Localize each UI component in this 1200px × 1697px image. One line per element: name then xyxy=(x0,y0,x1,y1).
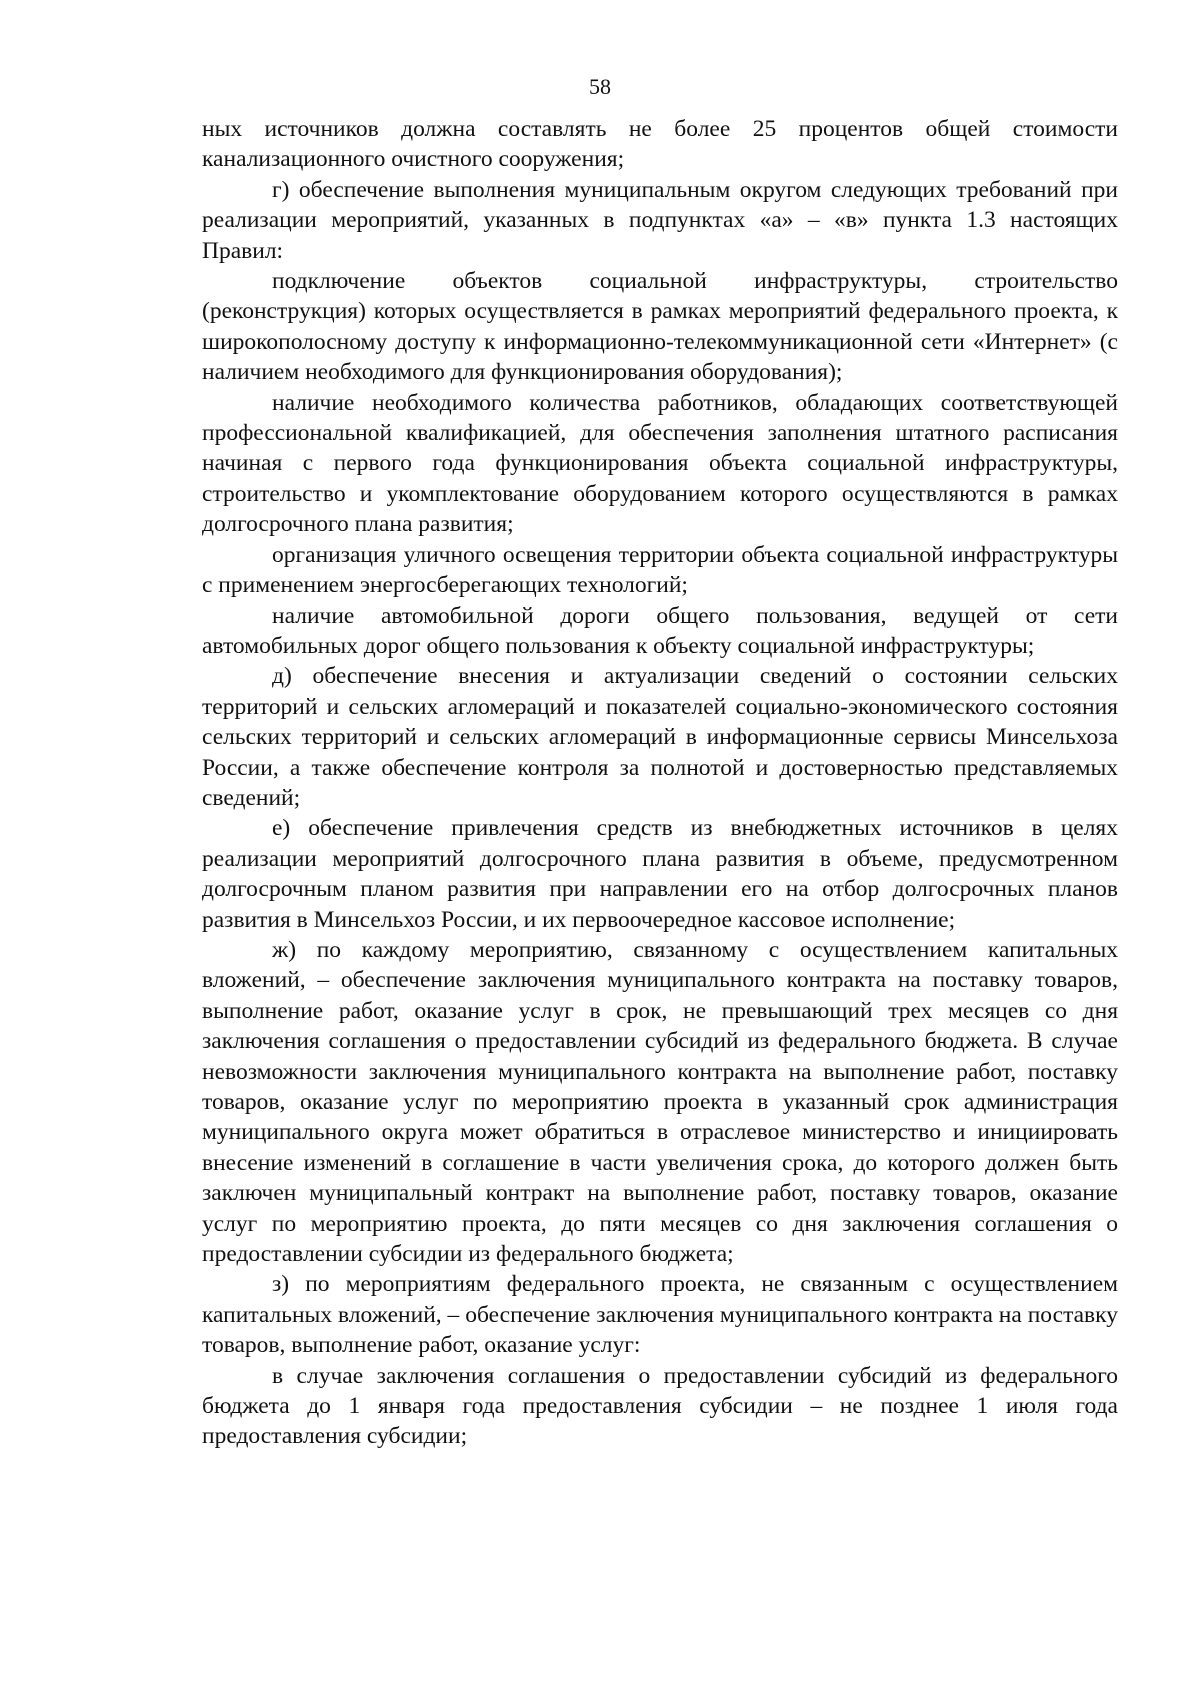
paragraph-item-e: е) обеспечение привлечения средств из внебюджетных источников в целях реализации мероприятий долгосрочного плана развития в объеме, предусмотренном долгосрочным планом развития при направлении его на отбор долгосрочных планов развития в Минсельхоз России, и их первоочередное кассовое исполнение; xyxy=(202,815,1118,933)
paragraph-item-z: з) по мероприятиям федерального проекта, не связанным с осуществлением капитальных вложений, – обеспечение заключения муниципального контракта на поставку товаров, выполнение работ, оказание услуг: xyxy=(202,1271,1118,1359)
paragraph-item-g: г) обеспечение выполнения муниципальным округом следующих требований при реализации мероприятий, указанных в подпунктах «а» – «в» пункта 1.3 настоящих Правил: xyxy=(202,176,1118,264)
paragraph-road-requirement: наличие автомобильной дороги общего пользования, ведущей от сети автомобильных дорог общего пользования к объекту социальной инфраструктуры; xyxy=(202,602,1118,659)
paragraph-item-zh: ж) по каждому мероприятию, связанному с осуществлением капитальных вложений, – обеспечение заключения муниципального контракта на поставку товаров, выполнение работ, оказание услуг в срок, не превышающий трех месяцев со дня заключения соглашения о предоставлении субсидий из федерального бюджета. В случае невозможности заключения муниципального контракта на выполнение работ, поставку товаров, оказание услуг по мероприятию проекта в указанный срок администрация муниципального округа может обратиться в отраслевое министерство и инициировать внесение изменений в соглашение в части увеличения срока, до которого должен быть заключен муниципальный контракт на выполнение работ, поставку товаров, оказание услуг по мероприятию проекта, до пяти месяцев со дня заключения соглашения о предоставлении субсидии из федерального бюджета; xyxy=(202,936,1118,1268)
paragraph-lighting-requirement: организация уличного освещения территории объекта социальной инфраструктуры с применением энергосберегающих технологий; xyxy=(202,541,1118,599)
document-body xyxy=(202,114,1118,1452)
paragraph-staff-requirement: наличие необходимого количества работников, обладающих соответствующей профессиональной квалификацией, для обеспечения заполнения штатного расписания начиная с первого года функционирования объекта социальной инфраструктуры, строительство и укомплектование оборудованием которого осуществляются в рамках долгосрочного плана развития; xyxy=(202,389,1118,538)
page-number: 58 xyxy=(589,74,611,99)
paragraph-continuation: ных источников должна составлять не более 25 процентов общей стоимости канализационного очистного сооружения; xyxy=(202,116,1118,173)
paragraph-item-d: д) обеспечение внесения и актуализации сведений о состоянии сельских территорий и сельских агломераций и показателей социально-экономического состояния сельских территорий и сельских агломераций в информационные сервисы Минсельхоза России, а также обеспечение контроля за полнотой и достоверностью представляемых сведений; xyxy=(202,663,1118,811)
paragraph-deadline-case: в случае заключения соглашения о предоставлении субсидий из федерального бюджета до 1 января года предоставления субсидии – не позднее 1 июля года предоставления субсидии; xyxy=(202,1362,1118,1450)
paragraph-broadband-requirement: подключение объектов социальной инфраструктуры, строительство (реконструкция) которых осуществляется в рамках мероприятий федерального проекта, к широкополосному доступу к информационно-телекоммуникационной сети «Интернет» (с наличием необходимого для функционирования оборудования); xyxy=(202,268,1118,386)
